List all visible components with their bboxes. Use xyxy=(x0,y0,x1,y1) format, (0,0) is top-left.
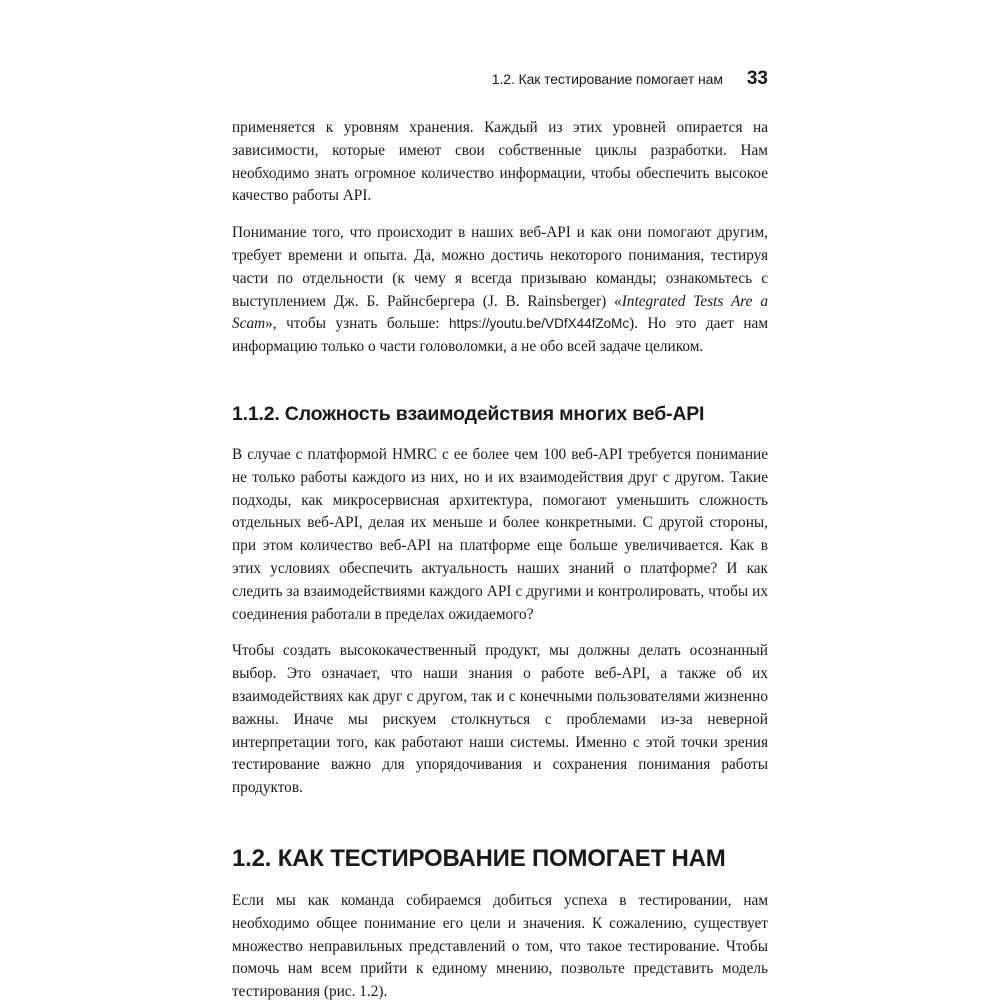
paragraph-text: Понимание того, что происходит в наших веб-API и как они помогают другим, требует времени и опыта. Да, можно достичь некоторого понимания, тестируя части по отдельности (к чему я всегда призываю команды; ознакомьтесь с выступлением Дж. Б. Райнсбергера (J. B. Rainsberger) xyxy=(232,224,768,310)
running-title: 1.2. Как тестирование помогает нам xyxy=(491,71,723,87)
paragraph-hmrc-platform: В случае с платформой HMRC с ее более чем 100 веб-API требуется понимание не только работы каждого из них, но и их взаимодействия друг с другом. Такие подходы, как микросервисная архитектура, помогают уменьшить сложность отдельных веб-API, делая их меньше и более конкретными. С другой стороны, при этом количество веб-API на платформе еще больше увеличивается. Как в этих условиях обеспечить актуальность наших знаний о платформе? И как следить за взаимодействиями каждого API с другими и контролировать, чтобы их соединения работали в пределах ожидаемого? xyxy=(232,445,768,623)
paragraph-quality-product: Чтобы создать высококачественный продукт, мы должны делать осознанный выбор. Это означает, что наши знания о работе веб-API, а также об их взаимодействиях как друг с другом, так и с конечными пользователями жизненно важны. Иначе мы рискуем столкнуться с проблемами из-за неверной интерпретации того, как работают наши системы. Именно с этой точки зрения тестирование важно для упорядочивания и сохранения понимания работы продуктов. xyxy=(232,642,768,797)
talk-title: Integrated Tests Are a Scam xyxy=(232,292,768,333)
paragraph-testing-model: Если мы как команда собираемся добиться успеха в тестировании, нам необходимо общее понимание его цели и значения. К сожалению, существует множество неправильных представлений о том, что такое тестирование. Чтобы помочь нам всем прийти к единому мнению, позвольте представить модель тестирования (рис. 1.2). xyxy=(232,891,768,1001)
page-body xyxy=(232,117,768,1004)
running-header xyxy=(492,68,768,90)
page-number: 33 xyxy=(746,68,768,89)
paragraph-storage-levels: применяется к уровням хранения. Каждый из этих уровней опирается на зависимости, которые имеют свои собственные циклы разработки. Нам необходимо знать огромное количество информации, чтобы обеспечить высокое качество работы API. xyxy=(232,119,768,205)
paragraph-understanding-apis xyxy=(232,222,768,359)
paragraph-text: , чтобы узнать больше: xyxy=(272,315,449,333)
section-heading-1-1-2: 1.1.2. Сложность взаимодействия многих веб-API xyxy=(232,402,705,425)
paragraph-text: ). Но это дает нам информацию только о части головоломки, а не обо всей задаче целиком. xyxy=(232,315,768,356)
quote-close: » xyxy=(265,315,273,333)
video-link[interactable]: https://youtu.be/VDfX44fZoMc xyxy=(449,316,630,332)
section-heading-1-2: 1.2. КАК ТЕСТИРОВАНИЕ ПОМОГАЕТ НАМ xyxy=(232,844,726,872)
quote-open: « xyxy=(614,292,622,310)
